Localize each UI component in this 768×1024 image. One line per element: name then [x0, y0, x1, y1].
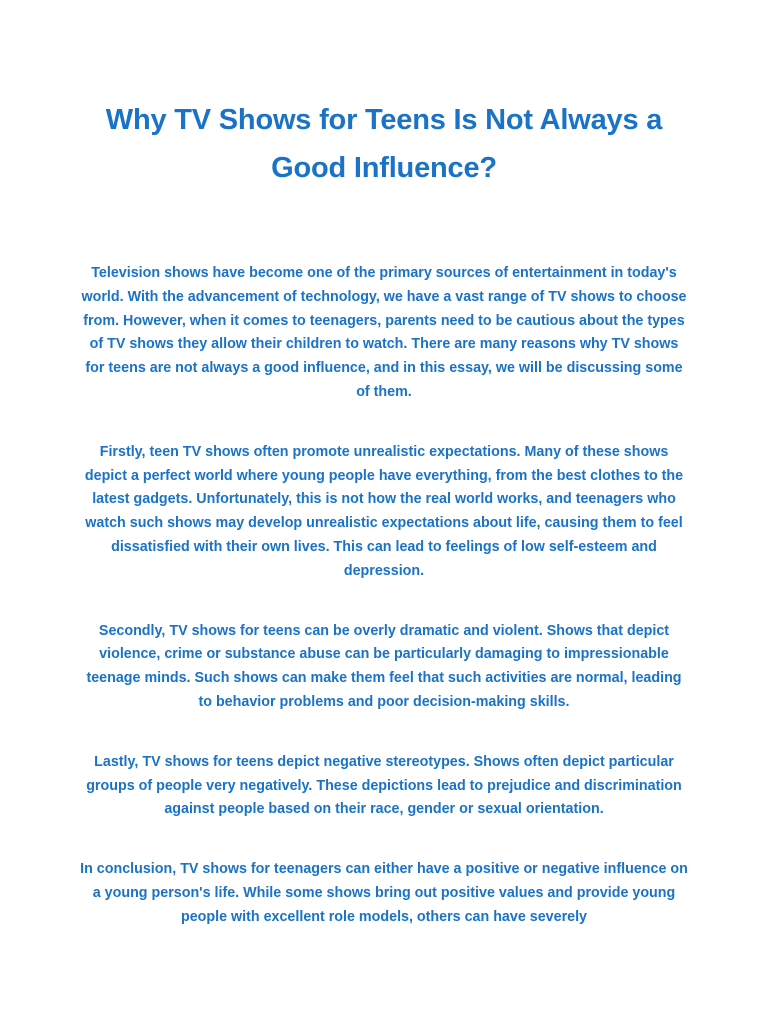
paragraph-lastly: Lastly, TV shows for teens depict negative stereotypes. Shows often depict particular groups of people very negatively. These depictions lead to prejudice and discrimination against people based on their race, gender or sexual orientation. [86, 753, 682, 818]
paragraph-conclusion: In conclusion, TV shows for teenagers can either have a positive or negative influence on a young person's life. While some shows bring out positive values and provide young people with excellent role models, others can have severely [80, 861, 688, 925]
paragraph-secondly: Secondly, TV shows for teens can be overly dramatic and violent. Shows that depict violence, crime or substance abuse can be particularly damaging to impressionable teenage minds. Such shows can make them feel that such activities are normal, leading to behavior problems and poor decision-making skills. [86, 622, 682, 710]
paragraph-introduction: Television shows have become one of the primary sources of entertainment in today's world. With the advancement of technology, we have a vast range of TV shows to choose from. However, when it comes to teenagers, parents need to be cautious about the types of TV shows they allow their children to watch. There are many reasons why TV shows for teens are not always a good influence, and in this essay, we will be discussing some of them. [81, 265, 687, 400]
document-title: Why TV Shows for Teens Is Not Always a Good Influence? [105, 104, 663, 184]
paragraph-firstly: Firstly, teen TV shows often promote unrealistic expectations. Many of these shows depict a perfect world where young people have everything, from the best clothes to the latest gadgets. Unfortunately, this is not how the real world works, and teenagers who watch such shows may develop unrealistic expectations about life, causing them to feel dissatisfied with their own lives. This can lead to feelings of low self-esteem and depression. [84, 443, 684, 579]
